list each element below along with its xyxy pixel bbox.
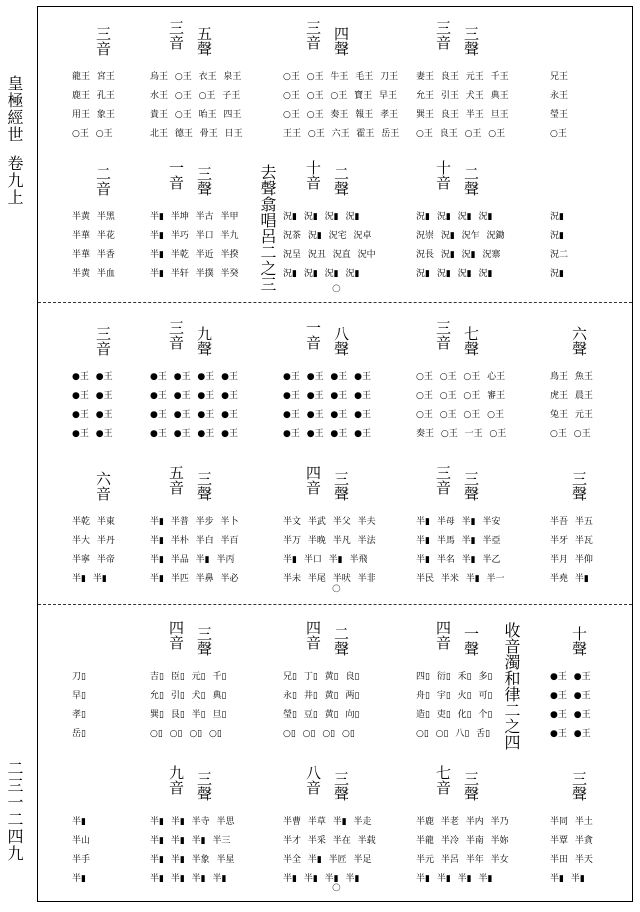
table-row: ○王 ○王 牛王 毛王 刀王 xyxy=(283,72,399,82)
table-row: ●王 ●王 xyxy=(72,429,113,439)
table-row: ●王 ●王 xyxy=(72,372,113,382)
table-row: 兄▯ 丁▯ 黄▯ 良▯ xyxy=(283,672,360,682)
table-row: 半▮ 半轩 半撲 半癸 xyxy=(150,269,239,279)
volume-label: 卷九上 xyxy=(5,155,24,206)
column-heading: 四音 xyxy=(304,465,322,495)
table-row: 半▮ 半▮ xyxy=(550,874,585,884)
table-row: 半大 半丹 xyxy=(72,536,115,546)
column-heading: 三聲 xyxy=(462,771,480,801)
section-divider-2 xyxy=(38,604,632,605)
table-row: 兄王 xyxy=(550,72,569,82)
column-heading: 七聲 xyxy=(462,326,480,356)
qu-sheng-note: 去聲翕唱呂二之三 xyxy=(258,164,277,292)
table-row: 半▮ 半普 半步 半卜 xyxy=(150,517,239,527)
table-row: 半山 xyxy=(72,836,91,846)
table-row: 吉▯ 臣▯ 元▯ 千▯ xyxy=(150,672,227,682)
table-row: 允王 引王 犬王 典王 xyxy=(416,91,509,101)
table-row: 況呈 況丑 況直 況中 xyxy=(283,250,376,260)
table-row: 況▮ xyxy=(550,231,564,241)
table-row: 半▮ 半馬 半▮ 半亞 xyxy=(416,536,501,546)
table-row: 半黄 半黑 xyxy=(72,212,115,222)
column-heading: 三聲 xyxy=(195,626,213,656)
table-row: 半牙 半瓦 xyxy=(550,536,593,546)
table-row: 兔王 元王 xyxy=(550,410,593,420)
table-row: 半▮ 半母 半▮ 半安 xyxy=(416,517,501,527)
table-row: 舟▯ 宇▯ 火▯ 可▯ xyxy=(416,691,493,701)
column-heading: 四音 xyxy=(167,620,185,650)
column-heading: 三音 xyxy=(434,465,452,495)
table-row: 半▮ 半▮ 半▮ 半三 xyxy=(150,836,231,846)
table-row: 瑩▯ 豆▯ 黄▯ 向▯ xyxy=(283,710,360,720)
circle-mark: ○ xyxy=(332,283,341,294)
table-row: 半▮ 半▮ xyxy=(72,574,107,584)
table-row: 半▮ 半坤 半古 半甲 xyxy=(150,212,239,222)
column-heading: 八音 xyxy=(304,765,322,795)
circle-mark: ○ xyxy=(332,583,341,594)
table-row: 半▮ xyxy=(72,874,86,884)
table-row: ○王 ○王 xyxy=(550,429,591,439)
table-row: ○王 ○王 奏王 報王 孝王 xyxy=(283,110,399,120)
table-row: 況▮ 況▮ 況▮ 況▮ xyxy=(416,269,493,279)
table-row: 巽▯ 艮▯ 半▯ 旦▯ xyxy=(150,710,227,720)
table-row: 造▯ 吏▯ 化▯ 个▯ xyxy=(416,710,493,720)
column-heading: 三音 xyxy=(434,320,452,350)
table-row: 半田 半天 xyxy=(550,855,593,865)
column-heading: 三音 xyxy=(304,20,322,50)
table-row: 況▮ 況▮ 況▮ 況▮ xyxy=(283,269,360,279)
table-row: 況▮ 況▮ 況▮ 況▮ xyxy=(416,212,493,222)
column-heading: 十聲 xyxy=(570,626,588,656)
column-heading: 十音 xyxy=(434,160,452,190)
table-row: 況長 況▮ 況▮ 況寨 xyxy=(416,250,501,260)
table-row: 允▯ 引▯ 犬▯ 典▯ xyxy=(150,691,227,701)
table-row: 況▮ xyxy=(550,212,564,222)
table-row: ●王 ●王 ●王 ●王 xyxy=(150,372,238,382)
table-row: 半▮ 半▮ 半▮ 半▮ xyxy=(150,874,227,884)
table-row: 半堯 半▮ xyxy=(550,574,589,584)
column-heading: 二聲 xyxy=(332,626,350,656)
table-row: 半華 半花 xyxy=(72,231,115,241)
table-row: 四▯ 衍▯ 禾▯ 多▯ xyxy=(416,672,493,682)
table-row: ○王 ○王 ○王 心王 xyxy=(416,372,506,382)
table-row: 半▮ 半▮ 半象 半星 xyxy=(150,855,235,865)
table-row: 用王 象王 xyxy=(72,110,115,120)
table-row: 半▮ 半朴 半白 半百 xyxy=(150,536,239,546)
table-row: 早▯ xyxy=(72,691,86,701)
column-heading: 二音 xyxy=(94,166,112,196)
table-row: 半華 半香 xyxy=(72,250,115,260)
column-heading: 三音 xyxy=(167,320,185,350)
column-heading: 一音 xyxy=(167,160,185,190)
column-heading: 六音 xyxy=(94,471,112,501)
table-row: 永▯ 井▯ 黄▯ 两▯ xyxy=(283,691,360,701)
column-heading: 三聲 xyxy=(195,771,213,801)
table-row: ●王 ●王 ●王 ●王 xyxy=(150,429,238,439)
table-row: ●王 ●王 ●王 ●王 xyxy=(283,372,371,382)
table-row: 半手 xyxy=(72,855,91,865)
page-number: 二三一二四九 xyxy=(5,760,24,862)
table-row: 孝▯ xyxy=(72,710,86,720)
table-row: 半寧 半帝 xyxy=(72,555,115,565)
table-row: ○王 ○王 ○王 ○王 xyxy=(416,410,504,420)
table-row: 半龍 半冷 半南 半妳 xyxy=(416,836,509,846)
table-row: 半▮ 半▮ 半▮ 半▮ xyxy=(416,874,493,884)
column-heading: 一音 xyxy=(304,320,322,350)
table-row: ○王 ○王 ○王 審王 xyxy=(416,391,506,401)
column-heading: 九音 xyxy=(167,765,185,795)
column-heading: 三音 xyxy=(94,26,112,56)
table-row: 半▮ 半▮ 半▮ 半▮ xyxy=(283,874,360,884)
table-row: 半▮ 半匹 半鼻 半必 xyxy=(150,574,239,584)
table-row: 半▮ 半巧 半口 半九 xyxy=(150,231,239,241)
column-heading: 四音 xyxy=(304,620,322,650)
table-row: 半吾 半五 xyxy=(550,517,593,527)
column-heading: 二聲 xyxy=(332,166,350,196)
column-heading: 三聲 xyxy=(195,471,213,501)
column-heading: 三音 xyxy=(94,326,112,356)
book-title: 皇極經世 xyxy=(5,75,24,143)
section-divider-1 xyxy=(38,302,632,303)
table-row: 鹿王 孔王 xyxy=(72,91,115,101)
table-row: 半乾 半東 xyxy=(72,517,115,527)
column-heading: 三音 xyxy=(434,20,452,50)
table-row: 半▮ xyxy=(72,817,86,827)
table-row: 半同 半土 xyxy=(550,817,593,827)
table-row: 半才 半采 半在 半载 xyxy=(283,836,376,846)
table-row: 水王 ○王 ○王 子王 xyxy=(150,91,241,101)
table-row: ●王 ●王 xyxy=(550,691,591,701)
table-row: 半▮ 半品 半▮ 半丙 xyxy=(150,555,235,565)
column-heading: 八聲 xyxy=(332,326,350,356)
table-row: 半全 半▮ 半匠 半足 xyxy=(283,855,372,865)
table-row: ○王 ○王 xyxy=(72,129,113,139)
table-row: ●王 ●王 ●王 ●王 xyxy=(150,391,238,401)
table-row: 況二 xyxy=(550,250,569,260)
table-row: ●王 ●王 xyxy=(72,391,113,401)
table-row: 永王 xyxy=(550,91,569,101)
column-heading: 三聲 xyxy=(462,471,480,501)
table-row: 半▮ 半乾 半近 半揆 xyxy=(150,250,239,260)
table-row: 半曹 半草 半▮ 半走 xyxy=(283,817,372,827)
column-heading: 五音 xyxy=(167,465,185,495)
column-heading: 四音 xyxy=(434,620,452,650)
table-row: 半元 半呂 半年 半女 xyxy=(416,855,509,865)
column-heading: 六聲 xyxy=(570,326,588,356)
table-row: ●王 ●王 ●王 ●王 xyxy=(150,410,238,420)
column-heading: 九聲 xyxy=(195,326,213,356)
table-row: 半覃 半貪 xyxy=(550,836,593,846)
table-row: ●王 ●王 ●王 ●王 xyxy=(283,391,371,401)
column-heading: 三聲 xyxy=(332,771,350,801)
table-row: 奏王 ○王 一王 ○王 xyxy=(416,429,507,439)
table-row: 況崇 況▮ 況乍 況鋤 xyxy=(416,231,505,241)
table-row: 況▮ xyxy=(550,269,564,279)
table-row: ●王 ●王 ●王 ●王 xyxy=(283,410,371,420)
table-row: 妻王 良王 元王 千王 xyxy=(416,72,509,82)
column-heading: 三聲 xyxy=(570,471,588,501)
table-row: 北王 德王 骨王 日王 xyxy=(150,129,243,139)
table-row: ●王 ●王 xyxy=(550,672,591,682)
table-row: 半▮ 半口 半▮ 半飛 xyxy=(283,555,368,565)
table-row: 半万 半晚 半凡 半法 xyxy=(283,536,376,546)
table-row: 半文 半武 半父 半夫 xyxy=(283,517,376,527)
shou-yin-note: 收音濁和律二之四 xyxy=(502,622,521,750)
column-heading: 三聲 xyxy=(462,26,480,56)
circle-mark: ○ xyxy=(332,882,341,893)
table-row: ●王 ●王 xyxy=(550,729,591,739)
table-row: 半▮ 半▮ 半寺 半思 xyxy=(150,817,235,827)
table-row: 半鹿 半老 半内 半乃 xyxy=(416,817,509,827)
column-heading: 二聲 xyxy=(462,166,480,196)
column-heading: 七音 xyxy=(434,765,452,795)
column-heading: 一聲 xyxy=(462,626,480,656)
table-row: ○▯ ○▯ ○▯ ○▯ xyxy=(150,729,222,739)
table-row: 龍王 宮王 xyxy=(72,72,115,82)
column-heading: 三聲 xyxy=(332,471,350,501)
table-row: ●王 ●王 ●王 ●王 xyxy=(283,429,371,439)
table-row: 半民 半米 半▮ 半一 xyxy=(416,574,505,584)
column-heading: 三聲 xyxy=(570,771,588,801)
table-row: 瑩王 xyxy=(550,110,569,120)
column-heading: 四聲 xyxy=(332,26,350,56)
table-row: 半未 半尾 半吠 半非 xyxy=(283,574,376,584)
table-row: 半▮ 半名 半▮ 半乙 xyxy=(416,555,501,565)
table-row: 半月 半仰 xyxy=(550,555,593,565)
column-heading: 三聲 xyxy=(195,166,213,196)
table-row: 巽王 良王 半王 旦王 xyxy=(416,110,509,120)
table-row: 況茶 況▮ 況宅 況卓 xyxy=(283,231,372,241)
table-row: ○王 xyxy=(550,129,567,139)
table-row: ●王 ●王 xyxy=(550,710,591,720)
table-row: 半黄 半血 xyxy=(72,269,115,279)
table-row: 貴王 ○王 咍王 四王 xyxy=(150,110,242,120)
table-row: ○王 良王 ○王 ○王 xyxy=(416,129,506,139)
table-row: ●王 ●王 xyxy=(72,410,113,420)
table-row: 鳥王 魚王 xyxy=(550,372,593,382)
table-row: ○王 ○王 ○王 寶王 早王 xyxy=(283,91,398,101)
column-heading: 五聲 xyxy=(195,26,213,56)
column-heading: 十音 xyxy=(304,160,322,190)
table-row: 烏王 ○王 衣王 泉王 xyxy=(150,72,242,82)
table-row: ○▯ ○▯ 八▯ 舌▯ xyxy=(416,729,491,739)
table-row: 況▮ 況▮ 況▮ 況▮ xyxy=(283,212,360,222)
table-row: 虎王 晨王 xyxy=(550,391,593,401)
table-row: ○▯ ○▯ ○▯ ○▯ xyxy=(283,729,355,739)
table-row: 刀▯ xyxy=(72,672,86,682)
table-row: 王王 ○王 六王 霍王 岳王 xyxy=(283,129,400,139)
column-heading: 三音 xyxy=(167,20,185,50)
table-row: 岳▯ xyxy=(72,729,86,739)
